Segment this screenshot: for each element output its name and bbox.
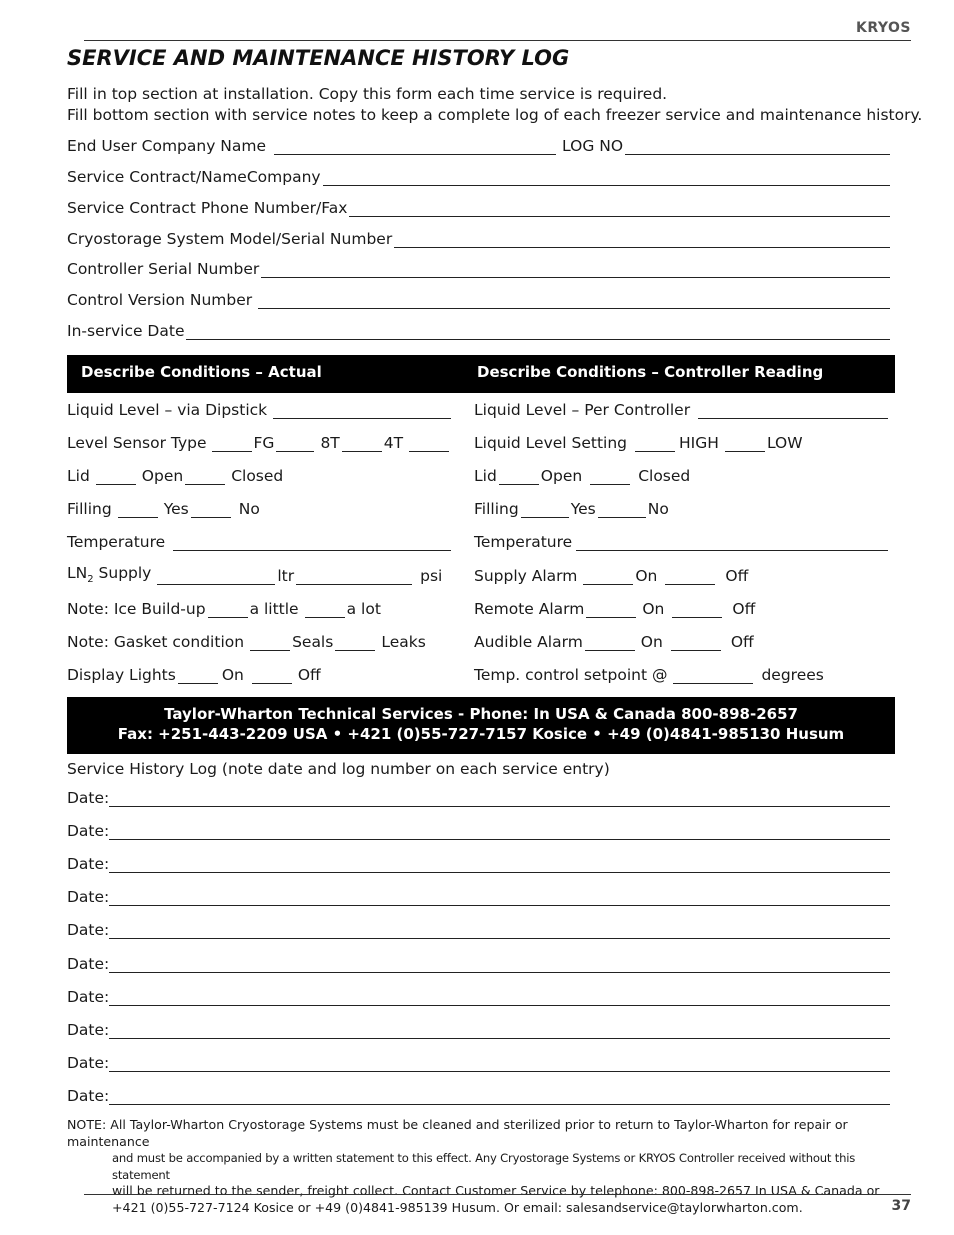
supply-alarm-off-label: Off	[725, 567, 749, 585]
controller-lid-row	[474, 463, 890, 485]
temperature-field[interactable]	[173, 535, 451, 551]
history-entry-field[interactable]	[109, 857, 890, 873]
filling-row	[67, 496, 453, 518]
note-line-2: and must be accompanied by a written statement to this effect. Any Cryostorage Systems or KRYOS Controller received without this statement	[112, 1151, 856, 1182]
remote-alarm-on-label: On	[642, 600, 665, 618]
note-line-3: will be returned to the sender, freight collect. Contact Customer Service by telephone: 800-898-2657 In USA & Canada or	[112, 1183, 880, 1198]
ln2-psi-field[interactable]	[296, 569, 412, 585]
history-row	[67, 1019, 890, 1039]
history-row	[67, 886, 890, 906]
intro-text	[67, 84, 922, 126]
remote-alarm-off-field[interactable]	[672, 602, 722, 618]
tech-services-phone: Taylor-Wharton Technical Services - Phone: In USA & Canada 800-898-2657	[164, 705, 798, 723]
history-entry-field[interactable]	[109, 824, 890, 840]
audible-alarm-row	[474, 629, 890, 651]
a-little-label: a little	[249, 600, 299, 618]
audible-alarm-on-field[interactable]	[585, 635, 635, 651]
controller-level-field[interactable]	[698, 403, 888, 419]
return-note	[67, 1117, 897, 1216]
contract-company-label: Service Contract/NameCompany	[67, 168, 321, 186]
ltr-label: ltr	[277, 567, 295, 585]
controller-lid-open-field[interactable]	[499, 469, 539, 485]
history-entry-field[interactable]	[109, 923, 890, 939]
controller-level-label: Liquid Level – Per Controller	[474, 401, 691, 419]
tech-services-fax: Fax: +251-443-2209 USA • +421 (0)55-727-7157 Kosice • +49 (0)4841-985130 Husum	[117, 725, 845, 743]
remote-alarm-label: Remote Alarm	[474, 600, 585, 618]
ln2-supply-row	[67, 563, 453, 585]
supply-alarm-label: Supply Alarm	[474, 567, 578, 585]
date-label: Date:	[67, 1087, 110, 1105]
lid-closed-label: Closed	[231, 467, 284, 485]
footer-rule	[84, 1194, 911, 1195]
temperature-label: Temperature	[67, 533, 166, 551]
controller-filling-row	[474, 496, 890, 518]
end-user-field[interactable]	[274, 139, 556, 155]
end-user-label: End User Company Name	[67, 137, 267, 155]
history-entry-field[interactable]	[109, 1023, 890, 1039]
controller-conditions-header: Describe Conditions – Controller Reading	[477, 363, 824, 381]
dipstick-row	[67, 397, 453, 419]
audible-alarm-label: Audible Alarm	[474, 633, 583, 651]
date-label: Date:	[67, 789, 110, 807]
controller-temperature-field[interactable]	[576, 535, 888, 551]
tech-services-text	[67, 697, 895, 744]
page-title: SERVICE AND MAINTENANCE HISTORY LOG	[67, 46, 570, 70]
audible-alarm-on-label: On	[640, 633, 663, 651]
date-label: Date:	[67, 955, 110, 973]
high-label: HIGH	[679, 434, 719, 452]
history-row	[67, 953, 890, 973]
level-setting-row	[474, 430, 890, 452]
seals-label: Seals	[292, 633, 334, 651]
dipstick-label: Liquid Level – via Dipstick	[67, 401, 268, 419]
history-row	[67, 986, 890, 1006]
controller-serial-row	[67, 258, 890, 278]
date-label: Date:	[67, 921, 110, 939]
ice-buildup-label: Note: Ice Build-up	[67, 600, 206, 618]
8t-field[interactable]	[276, 436, 314, 452]
remote-alarm-off-label: Off	[732, 600, 756, 618]
history-entry-field[interactable]	[109, 957, 890, 973]
high-field[interactable]	[635, 436, 675, 452]
leaks-field[interactable]	[335, 635, 375, 651]
history-entry-field[interactable]	[109, 1089, 890, 1105]
filling-no-field[interactable]	[191, 502, 231, 518]
date-label: Date:	[67, 822, 110, 840]
lid-open-label: Open	[141, 467, 184, 485]
filling-yes-label: Yes	[163, 500, 189, 518]
fg-field[interactable]	[212, 436, 252, 452]
audible-alarm-off-field[interactable]	[671, 635, 721, 651]
supply-alarm-on-field[interactable]	[583, 569, 633, 585]
in-service-row	[67, 320, 890, 340]
4t-field[interactable]	[342, 436, 382, 452]
remote-alarm-on-field[interactable]	[586, 602, 636, 618]
date-label: Date:	[67, 1021, 110, 1039]
controller-temperature-row	[474, 529, 890, 551]
system-model-row	[67, 228, 890, 248]
seals-field[interactable]	[250, 635, 290, 651]
history-row	[67, 820, 890, 840]
note-line-4: +421 (0)55-727-7124 Kosice or +49 (0)4841-985139 Husum. Or email: salesandservice@taylorwharton.com.	[112, 1199, 803, 1215]
level-setting-label: Liquid Level Setting	[474, 434, 628, 452]
controller-level-row	[474, 397, 890, 419]
date-label: Date:	[67, 855, 110, 873]
contract-company-row	[67, 166, 890, 186]
history-row	[67, 919, 890, 939]
gasket-label: Note: Gasket condition	[67, 633, 245, 651]
temperature-row	[67, 529, 453, 551]
ln2-label: $LN_2$ Supply	[67, 563, 152, 585]
low-label: LOW	[766, 434, 803, 452]
history-entry-field[interactable]	[109, 791, 890, 807]
system-model-field[interactable]	[394, 232, 890, 248]
controller-temperature-label: Temperature	[474, 533, 573, 551]
controller-filling-yes-field[interactable]	[521, 502, 569, 518]
a-lot-label: a lot	[346, 600, 381, 618]
supply-alarm-off-field[interactable]	[665, 569, 715, 585]
log-no-field[interactable]	[625, 139, 890, 155]
audible-alarm-off-label: Off	[730, 633, 754, 651]
a-little-field[interactable]	[208, 602, 248, 618]
history-row	[67, 1085, 890, 1105]
system-model-label: Cryostorage System Model/Serial Number	[67, 230, 393, 248]
ln2-ltr-field[interactable]	[157, 569, 275, 585]
controller-serial-field[interactable]	[261, 262, 890, 278]
filling-label: Filling	[67, 500, 112, 518]
filling-no-label: No	[238, 500, 260, 518]
supply-alarm-row	[474, 563, 890, 585]
history-row	[67, 853, 890, 873]
controller-lid-open-label: Open	[540, 467, 583, 485]
date-label: Date:	[67, 1054, 110, 1072]
supply-alarm-on-label: On	[635, 567, 658, 585]
display-lights-label: Display Lights	[67, 666, 176, 684]
history-entry-field[interactable]	[109, 1056, 890, 1072]
degrees-label: degrees	[761, 666, 824, 684]
controller-filling-no-field[interactable]	[598, 502, 646, 518]
log-no-label: LOG NO	[562, 137, 624, 155]
gasket-row	[67, 629, 453, 651]
history-row	[67, 1052, 890, 1072]
display-on-label: On	[221, 666, 244, 684]
conditions-header-bar	[67, 355, 895, 393]
date-label: Date:	[67, 988, 110, 1006]
history-row	[67, 787, 890, 807]
ice-buildup-row	[67, 596, 453, 618]
level-sensor-extra-field[interactable]	[409, 436, 449, 452]
display-off-label: Off	[297, 666, 321, 684]
history-entry-field[interactable]	[109, 990, 890, 1006]
controller-filling-no-label: No	[647, 500, 669, 518]
note-line-1: NOTE: All Taylor-Wharton Cryostorage Systems must be cleaned and sterilized prior to return to Taylor-Wharton for repair or maintenance	[67, 1117, 848, 1149]
in-service-label: In-service Date	[67, 322, 185, 340]
lid-open-field[interactable]	[96, 469, 136, 485]
level-sensor-row	[67, 430, 453, 452]
intro-line-1: Fill in top section at installation. Copy this form each time service is required.	[67, 85, 668, 103]
controller-filling-yes-label: Yes	[570, 500, 596, 518]
display-on-field[interactable]	[178, 668, 218, 684]
setpoint-field[interactable]	[673, 668, 753, 684]
display-off-field[interactable]	[252, 668, 292, 684]
controller-lid-closed-label: Closed	[638, 467, 691, 485]
intro-line-2: Fill bottom section with service notes to keep a complete log of each freezer service and maintenance history.	[67, 106, 923, 124]
control-version-field[interactable]	[258, 293, 890, 309]
level-sensor-label: Level Sensor Type	[67, 434, 207, 452]
actual-conditions-header: Describe Conditions – Actual	[81, 363, 322, 381]
lid-closed-field[interactable]	[185, 469, 225, 485]
fg-label: FG	[253, 434, 275, 452]
contract-phone-label: Service Contract Phone Number/Fax	[67, 199, 348, 217]
lid-row	[67, 463, 453, 485]
header-rule	[84, 40, 911, 41]
contract-phone-row	[67, 197, 890, 217]
setpoint-label: Temp. control setpoint @	[474, 666, 668, 684]
end-user-row	[67, 135, 890, 155]
lid-label: Lid	[67, 467, 90, 485]
dipstick-field[interactable]	[273, 403, 451, 419]
tech-services-bar	[67, 697, 895, 754]
header-brand: KRYOS	[856, 20, 911, 36]
a-lot-field[interactable]	[305, 602, 345, 618]
psi-label: psi	[420, 567, 443, 585]
page-number: 37	[891, 1198, 911, 1214]
contract-phone-field[interactable]	[349, 201, 890, 217]
low-field[interactable]	[725, 436, 765, 452]
in-service-field[interactable]	[186, 324, 890, 340]
history-title: Service History Log (note date and log number on each service entry)	[67, 760, 610, 778]
display-lights-row	[67, 662, 453, 684]
filling-yes-field[interactable]	[118, 502, 158, 518]
controller-serial-label: Controller Serial Number	[67, 260, 260, 278]
leaks-label: Leaks	[381, 633, 426, 651]
controller-lid-closed-field[interactable]	[590, 469, 630, 485]
4t-label: 4T	[383, 434, 404, 452]
controller-lid-label: Lid	[474, 467, 497, 485]
controller-filling-label: Filling	[474, 500, 519, 518]
8t-label: 8T	[320, 434, 340, 452]
contract-company-field[interactable]	[323, 170, 890, 186]
setpoint-row	[474, 662, 890, 684]
history-entry-field[interactable]	[109, 890, 890, 906]
remote-alarm-row	[474, 596, 890, 618]
date-label: Date:	[67, 888, 110, 906]
control-version-label: Control Version Number	[67, 291, 253, 309]
control-version-row	[67, 289, 890, 309]
